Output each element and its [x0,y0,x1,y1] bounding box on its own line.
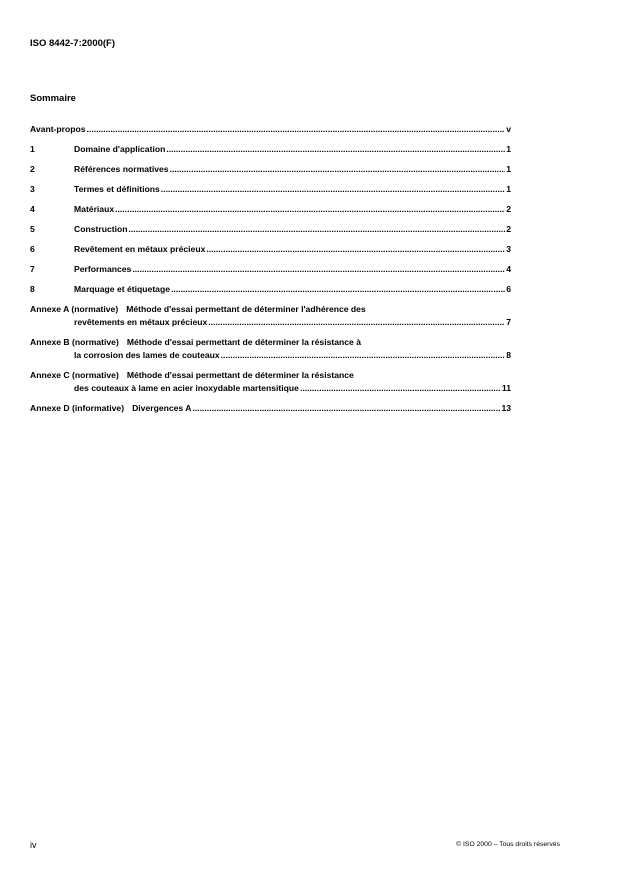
toc-entry-clause-1[interactable] [30,143,511,163]
toc-entry-clause-6[interactable] [30,243,511,263]
toc-page-number: 4 [506,264,511,274]
toc-entry-annex-b[interactable] [30,336,511,369]
toc-entry-clause-8[interactable] [30,283,511,303]
leader-dots [115,203,505,216]
toc-entry-foreword[interactable] [30,123,511,143]
leader-dots [171,283,505,296]
annex-title-line-1: Méthode d'essai permettant de déterminer l'adhérence des [126,304,366,314]
clause-title: Performances [74,264,132,274]
toc-page-number: 2 [506,224,511,234]
clause-number: 3 [30,184,35,194]
clause-title: Revêtement en métaux précieux [74,244,206,254]
clause-number: 8 [30,284,35,294]
footer-page-number: iv [30,840,37,850]
leader-dots [166,143,505,156]
toc-page-number: 1 [506,164,511,174]
clause-number: 1 [30,144,35,154]
toc-entry-clause-2[interactable] [30,163,511,183]
toc-page-number: 1 [506,184,511,194]
toc-title: Sommaire [30,93,76,104]
annex-title-line-2: revêtements en métaux précieux [74,317,208,327]
annex-label: Annexe A (normative) [30,304,119,314]
clause-title: Marquage et étiquetage [74,284,170,294]
leader-dots [300,382,501,395]
toc-page-number: 13 [501,403,511,413]
leader-dots [208,316,505,329]
annex-title-line-1: Méthode d'essai permettant de déterminer la résistance à [126,337,361,347]
toc-page-number: v [506,124,511,134]
clause-number: 5 [30,224,35,234]
toc-entry-clause-7[interactable] [30,263,511,283]
toc-entry-clause-5[interactable] [30,223,511,243]
leader-dots [206,243,505,256]
leader-dots [192,402,500,415]
clause-number: 4 [30,204,35,214]
toc-entry-annex-d[interactable] [30,402,511,422]
document-id: ISO 8442-7:2000(F) [30,38,116,49]
footer-copyright: © ISO 2000 – Tous droits réservés [456,841,560,848]
toc-page-number: 3 [506,244,511,254]
toc-entry-clause-3[interactable] [30,183,511,203]
toc-entry-annex-c[interactable] [30,369,511,402]
toc-page-number: 6 [506,284,511,294]
annex-title-line-1: Méthode d'essai permettant de déterminer la résistance [126,370,354,380]
leader-dots [128,223,505,236]
annex-title-line-2: la corrosion des lames de couteaux [74,350,220,360]
annex-label: Annexe D (informative) [30,403,125,413]
toc-page-number: 1 [506,144,511,154]
toc-page-number: 2 [506,204,511,214]
toc-entry-annex-a[interactable] [30,303,511,336]
leader-dots [87,123,506,136]
leader-dots [221,349,506,362]
toc-page-number: 7 [506,317,511,327]
toc-page-number: 8 [506,350,511,360]
annex-label: Annexe C (normative) [30,370,119,380]
clause-title: Références normatives [74,164,169,174]
leader-dots [132,263,505,276]
table-of-contents [30,123,511,422]
leader-dots [170,163,506,176]
toc-page-number: 11 [501,383,511,393]
clause-title: Termes et définitions [74,184,160,194]
annex-title: Divergences A [132,403,192,413]
clause-title: Domaine d'application [74,144,166,154]
toc-entry-clause-4[interactable] [30,203,511,223]
clause-number: 2 [30,164,35,174]
clause-number: 7 [30,264,35,274]
leader-dots [161,183,505,196]
toc-entry-label: Avant-propos [30,124,86,134]
clause-number: 6 [30,244,35,254]
annex-title-line-2: des couteaux à lame en acier inoxydable martensitique [74,383,299,393]
annex-label: Annexe B (normative) [30,337,119,347]
clause-title: Matériaux [74,204,115,214]
clause-title: Construction [74,224,128,234]
